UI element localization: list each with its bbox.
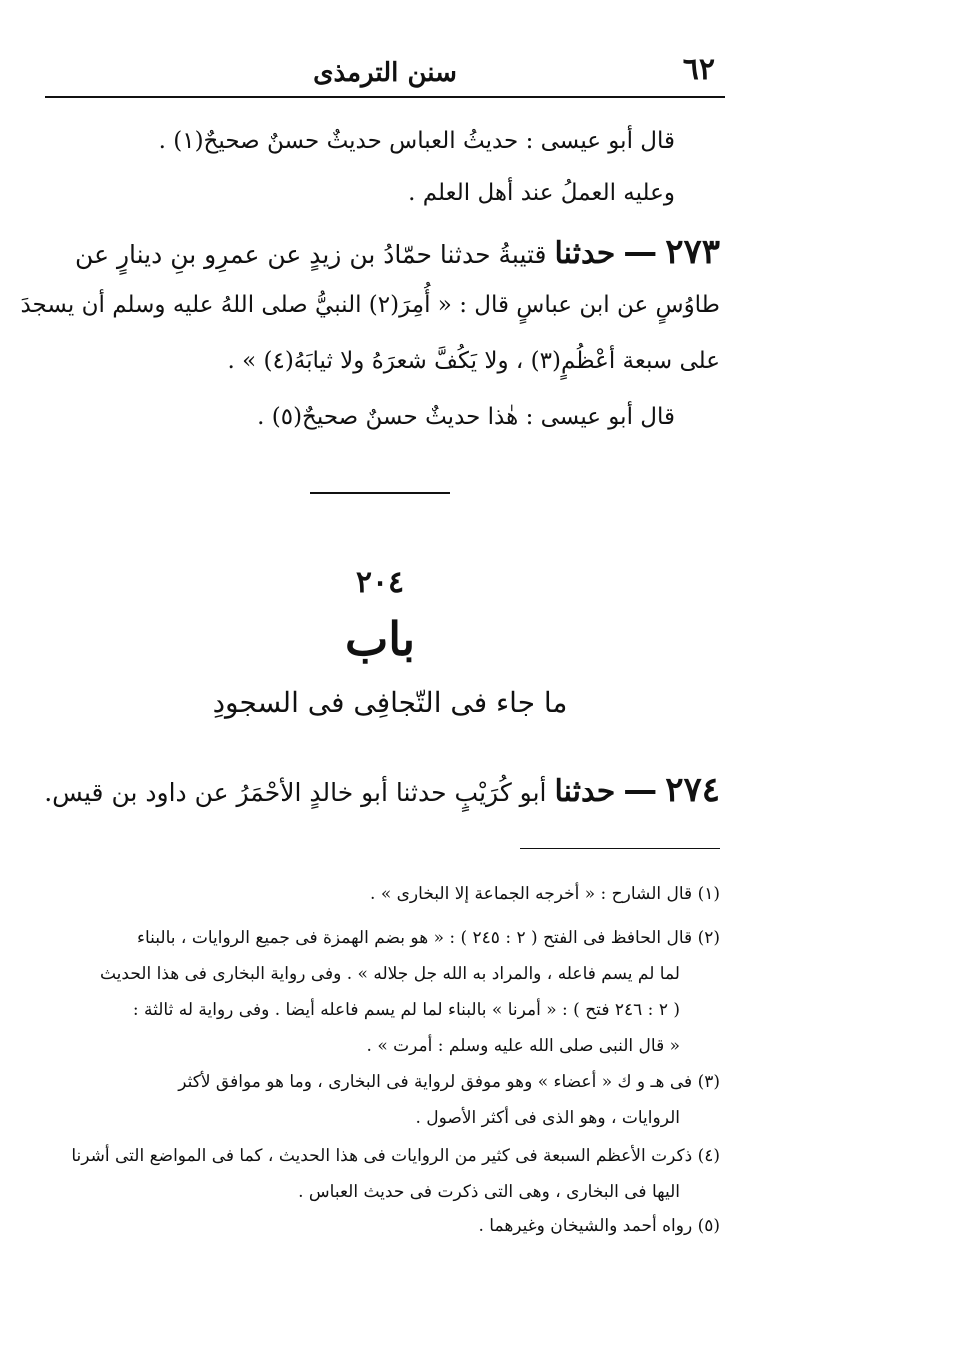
footnote-4-line-1: (٤) ذكرت الأعظم السبعة فى كثير من الروايات فى هذا الحديث ، كما فى المواضع التى أشرنا bbox=[71, 1146, 720, 1166]
hadith-keyword: حدثنا bbox=[554, 774, 616, 809]
page-header bbox=[45, 48, 725, 98]
hadith-number: ٢٧٤ bbox=[665, 770, 720, 810]
footnote-2-line-1: (٢) قال الحافظ فى الفتح ( ٢ : ٢٤٥ ) : « هو بضم الهمزة فى جميع الروايات ، بالبناء bbox=[137, 928, 720, 948]
hadith-273-heading bbox=[60, 232, 720, 272]
hadith-dash: — bbox=[623, 232, 658, 272]
hadith-274-heading bbox=[44, 770, 720, 810]
footnote-3-line-1: (٣) فى هـ و ك « أعضاء » وهو موفق لرواية فى البخارى ، وما هو موافق لأكثر bbox=[178, 1072, 720, 1092]
footnote-4-line-2: اليها فى البخارى ، وهى التى ذكرت فى حديث العباس . bbox=[298, 1182, 680, 1202]
section-divider bbox=[310, 492, 450, 494]
text-line-4: على سبعة أعْظُمٍ(٣) ، ولا يَكُفَّ شعرَهُ ولا ثيابَهُ(٤) » . bbox=[227, 348, 720, 374]
running-title: سنن الترمذى bbox=[313, 58, 457, 88]
footnote-2-line-4: « قال النبى صلى الله عليه وسلم : أمرت » . bbox=[366, 1036, 680, 1056]
text-line-2: وعليه العملُ عند أهل العلم . bbox=[408, 180, 675, 206]
chapter-number: ٢٠٤ bbox=[355, 565, 405, 600]
footnote-5: (٥) رواه أحمد والشيخان وغيرهما . bbox=[478, 1216, 720, 1236]
hadith-dash: — bbox=[623, 770, 658, 810]
text-line-1: قال أبو عيسى : حديثُ العباس حديثٌ حسنٌ صحيحٌ(١) . bbox=[158, 128, 675, 154]
hadith-text: أبو كُرَيْبٍ حدثنا أبو خالدٍ الأحْمَرُ عن داود بن قيس. bbox=[44, 778, 547, 807]
text-line-5: قال أبو عيسى : هٰذا حديثٌ حسنٌ صحيحٌ(٥) . bbox=[257, 404, 675, 430]
text-line-3: طاوُسٍ عن ابن عباسٍ قال : « أُمِرَ(٢) النبيُّ صلى اللهُ عليه وسلم أن يسجدَ bbox=[20, 292, 720, 318]
page-number: ٦٢ bbox=[682, 52, 715, 87]
hadith-text: قتيبةُ حدثنا حمّادُ بن زيدٍ عن عمرِو بنِ دينارٍ عن bbox=[75, 240, 547, 269]
header-rule bbox=[45, 96, 725, 98]
chapter-label: باب bbox=[344, 612, 416, 666]
footnote-rule bbox=[520, 848, 720, 849]
hadith-keyword: حدثنا bbox=[554, 236, 616, 271]
footnote-2-line-2: لما لم يسم فاعله ، والمراد به الله جل جلاله » . وفى رواية البخارى فى هذا الحديث bbox=[99, 964, 680, 984]
footnote-1: (١) قال الشارح : « أخرجه الجماعة إلا البخارى » . bbox=[370, 884, 720, 904]
footnote-3-line-2: الروايات ، وهو الذى فى أكثر الأصول . bbox=[415, 1108, 680, 1128]
hadith-number: ٢٧٣ bbox=[665, 232, 720, 272]
chapter-title: ما جاء فى التّجافِى فى السجودِ bbox=[212, 686, 568, 719]
footnote-2-line-3: ( ٢ : ٢٤٦ فتح ) : « أمرنا » بالبناء لما لم يسم فاعله أيضا . وفى رواية له ثالثة : bbox=[132, 1000, 680, 1020]
